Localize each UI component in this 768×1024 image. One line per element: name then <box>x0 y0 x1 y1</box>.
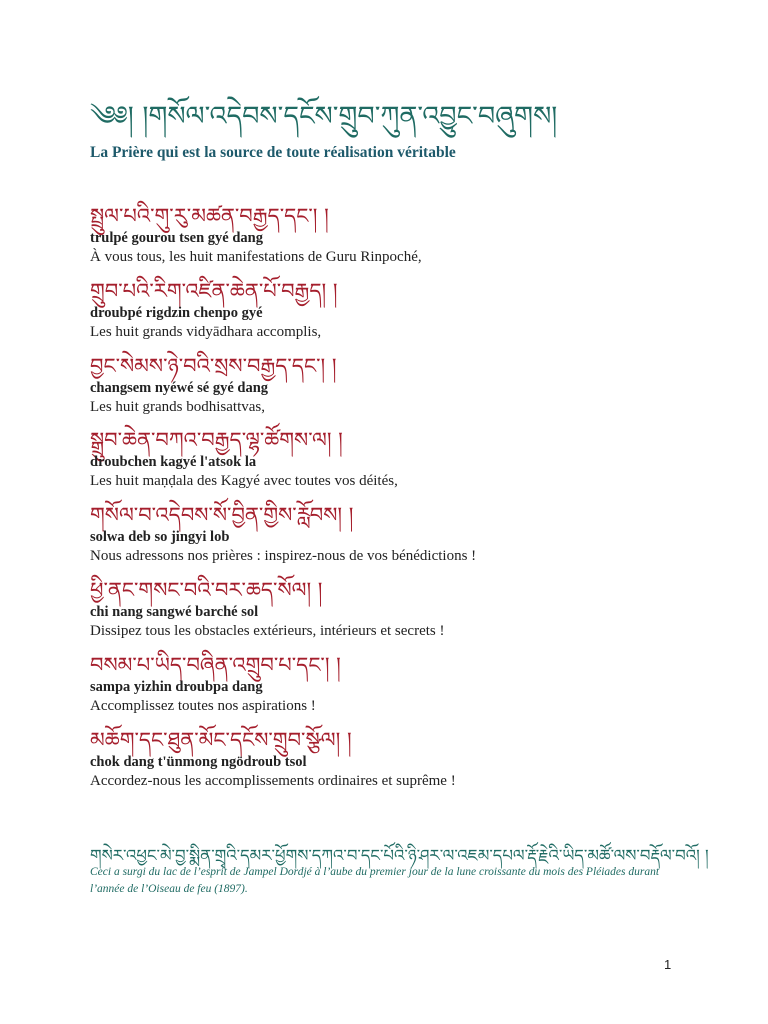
verse <box>90 426 730 501</box>
verse <box>90 726 730 801</box>
verse-transliteration: chok dang t'ünmong ngödroub tsol <box>90 753 307 770</box>
colophon-tibetan: གསེར་འཕྱང་མེ་བྱ་སྨིན་གྲྭའི་དམར་ཕྱོགས་དཀའ་བ་དང་པོའི་ཉི་ཤར་ལ་འཇམ་དཔལ་རྡོ་རྗེའི་ཡིད་མཚོ་ལས་བརྡོལ་བའོ། ། <box>90 846 709 865</box>
verse-transliteration: trulpé gourou tsen gyé dang <box>90 230 263 246</box>
verse-transliteration: sampa yizhin droubpa dang <box>90 678 263 695</box>
verse-list <box>90 202 730 800</box>
verse-translation: Les huit grands vidyādhara accomplis, <box>90 323 322 340</box>
verse-tibetan: མཆོག་དང་ཐུན་མོང་དངོས་གྲུབ་སྩོལ། ། <box>90 727 352 752</box>
verse-tibetan: སྤྲུལ་པའི་གུ་རུ་མཚན་བརྒྱད་དང་། ། <box>90 204 329 228</box>
verse <box>90 501 730 576</box>
verse-tibetan: བསམ་པ་ཡིད་བཞིན་འགྲུབ་པ་དང་། ། <box>90 652 341 677</box>
page-title-tibetan: ༄༅། །གསོལ་འདེབས་དངོས་གྲུབ་ཀུན་འབྱུང་བཞུགས། <box>90 101 558 132</box>
verse-translation: Accomplissez toutes nos aspirations ! <box>90 697 316 714</box>
verse-tibetan: བྱང་སེམས་ཉེ་བའི་སྲས་བརྒྱད་དང་། ། <box>90 353 337 378</box>
verse-transliteration: droubchen kagyé l'atsok la <box>90 454 257 471</box>
verse-transliteration: chi nang sangwé barché sol <box>90 603 259 620</box>
verse-translation: Dissipez tous les obstacles extérieurs, intérieurs et secrets ! <box>90 622 445 639</box>
verse <box>90 202 730 277</box>
verse-transliteration: droubpé rigdzin chenpo gyé <box>90 304 263 321</box>
verse-transliteration: changsem nyéwé sé gyé dang <box>90 379 269 396</box>
verse-tibetan: གྲུབ་པའི་རིག་འཛིན་ཆེན་པོ་བརྒྱད། ། <box>90 278 338 303</box>
verse <box>90 576 730 651</box>
verse-translation: Accordez-nous les accomplissements ordinaires et suprême ! <box>90 772 456 789</box>
verse-tibetan: ཕྱི་ནང་གསང་བའི་བར་ཆད་སོལ། ། <box>90 577 323 602</box>
verse-translation: Les huit grands bodhisattvas, <box>90 398 265 415</box>
colophon-french: Ceci a surgi du lac de l’esprit de Jampel Dordjé à l’aube du premier jour de la lune croissante du mois des Pléiades durant l’année de l’Oiseau de feu (1897). <box>90 866 660 895</box>
verse-translation: Les huit maṇḍala des Kagyé avec toutes vos déités, <box>90 473 398 490</box>
verse-translation: À vous tous, les huit manifestations de Guru Rinpoché, <box>90 249 422 265</box>
verse-tibetan: གསོལ་བ་འདེབས་སོ་བྱིན་གྱིས་རློབས། ། <box>90 503 354 528</box>
page-number: 1 <box>664 957 672 972</box>
verse <box>90 352 730 427</box>
verse <box>90 277 730 352</box>
verse <box>90 651 730 726</box>
subtitle: La Prière qui est la source de toute réalisation véritable <box>90 144 456 161</box>
verse-transliteration: solwa deb so jingyi lob <box>90 529 230 546</box>
verse-translation: Nous adressons nos prières : inspirez-nous de vos bénédictions ! <box>90 548 477 565</box>
verse-tibetan: སྒྲུབ་ཆེན་བཀའ་བརྒྱད་ལྷ་ཚོགས་ལ། ། <box>90 428 343 453</box>
